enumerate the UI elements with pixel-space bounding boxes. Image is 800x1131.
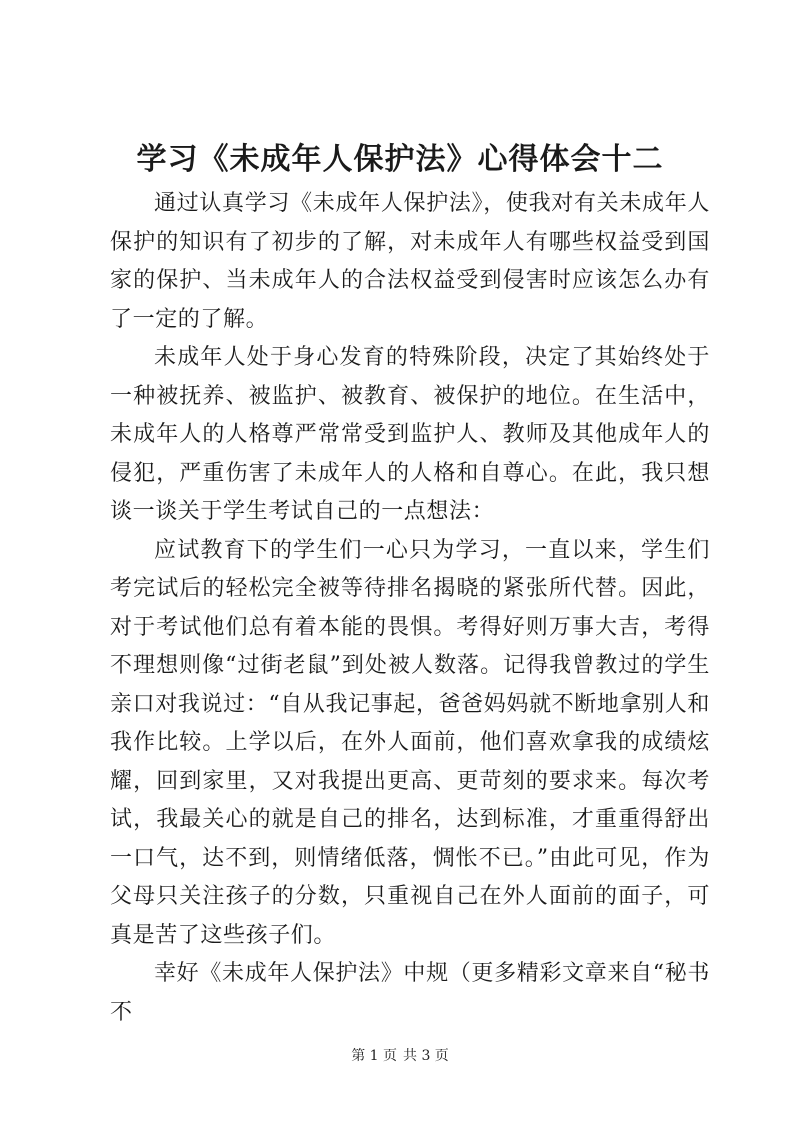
paragraph-2: 未成年人处于身心发育的特殊阶段，决定了其始终处于一种被抚养、被监护、被教育、被保护的地位。在生活中，未成年人的人格尊严常常受到监护人、教师及其他成年人的侵犯，严重伤害了未成年人的人格和自尊心。在此，我只想谈一谈关于学生考试自己的一点想法： bbox=[110, 345, 710, 524]
page-total: 共 3 页 bbox=[403, 1048, 449, 1064]
page-footer bbox=[0, 1046, 800, 1066]
paragraph-4: 幸好《未成年人保护法》中规（更多精彩文章来自“秘书不 bbox=[110, 961, 710, 1025]
document-body bbox=[110, 185, 710, 1032]
page-number: 第 1 页 bbox=[351, 1048, 397, 1064]
document-title: 学习《未成年人保护法》心得体会十二 bbox=[136, 142, 664, 177]
paragraph-1: 通过认真学习《未成年人保护法》，使我对有关未成年人保护的知识有了初步的了解，对未成年人有哪些权益受到国家的保护、当未成年人的合法权益受到侵害时应该怎么办有了一定的了解。 bbox=[110, 191, 710, 332]
paragraph-3: 应试教育下的学生们一心只为学习，一直以来，学生们考完试后的轻松完全被等待排名揭晓的紧张所代替。因此，对于考试他们总有着本能的畏惧。考得好则万事大吉，考得不理想则像“过街老鼠”到处被人数落。记得我曾教过的学生亲口对我说过：“自从我记事起，爸爸妈妈就不断地拿别人和我作比较。上学以后，在外人面前，他们喜欢拿我的成绩炫耀，回到家里，又对我提出更高、更苛刻的要求来。每次考试，我最关心的就是自己的排名，达到标准，才重重得舒出一口气，达不到，则情绪低落，惆怅不已。”由此可见，作为父母只关注孩子的分数，只重视自己在外人面前的面子，可真是苦了这些孩子们。 bbox=[110, 537, 710, 948]
